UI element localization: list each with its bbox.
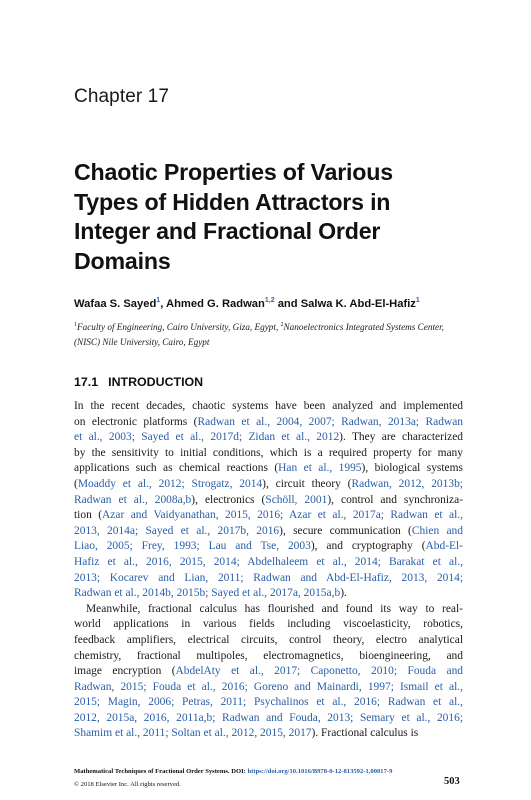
citation-link[interactable]: Han et al., 1995 <box>278 462 362 475</box>
citation-link[interactable]: Radwan et al., 2014b, 2015b; Sayed et al., 2017a, 2015a,b <box>74 587 341 600</box>
body-line <box>74 649 463 665</box>
author-affiliation-mark[interactable]: 1,2 <box>264 297 275 304</box>
affiliation-mark: 2 <box>280 322 284 328</box>
author-affiliation-mark[interactable]: 1 <box>156 297 161 304</box>
citation-link[interactable]: Schöll, 2001 <box>265 493 328 506</box>
body-line <box>74 399 463 415</box>
body-text-segment: Meanwhile, fractional calculus has flourished and found its way to real- <box>86 602 463 615</box>
citation-link[interactable]: 2013, 2014a; Sayed et al., 2017b, 2016 <box>74 524 280 537</box>
citation-link[interactable]: Radwan et al., 2008a,b <box>74 493 192 506</box>
author-separator: , <box>160 298 167 310</box>
section-heading <box>74 375 203 389</box>
footer-citation <box>74 768 392 775</box>
chapter-title-line: Chaotic Properties of Various <box>74 159 393 185</box>
body-text-segment: ). They are characterized <box>339 431 463 444</box>
body-text-segment: ), and cryptography ( <box>310 540 426 553</box>
section-title: INTRODUCTION <box>108 375 204 389</box>
body-line <box>74 633 463 649</box>
body-line <box>74 555 463 571</box>
chapter-label: Chapter 17 <box>74 86 170 107</box>
body-line <box>74 508 463 524</box>
body-line <box>74 477 463 493</box>
body-text-segment: tion ( <box>74 509 103 522</box>
author-name: Ahmed G. Radwan <box>166 298 265 310</box>
citation-link[interactable]: Moaddy et al., 2012; Strogatz, 2014 <box>77 477 263 490</box>
author-name: Wafaa S. Sayed <box>74 298 157 310</box>
body-line <box>74 493 463 509</box>
body-text-segment: ), control and synchroniza- <box>327 493 463 506</box>
body-text-segment: ( <box>74 477 78 490</box>
body-text-segment: ). <box>340 587 347 600</box>
affiliation-mark: 1 <box>74 322 77 328</box>
body-line <box>74 617 463 633</box>
citation-link[interactable]: Radwan, 2015; Fouda et al., 2016; Goreno and Mainardi, 1997; Ismail et al., <box>74 680 463 693</box>
body-text-segment: world applications in various fields including viscoelasticity, robotics, <box>74 618 463 631</box>
citation-link[interactable]: Shamim et al., 2011; Soltan et al., 2012, 2015, 2017 <box>74 727 312 740</box>
body-line <box>74 539 463 555</box>
body-line <box>74 461 463 477</box>
body-text-segment: applications such as chemical reactions ( <box>74 462 279 475</box>
author-separator: and <box>274 298 301 310</box>
body-text-segment: by the sensitivity to initial conditions, which is a required property for many <box>74 446 463 459</box>
body-text-segment: feedback amplifiers, electrical circuits, control theory, electro analytical <box>74 633 463 646</box>
author-affiliation-mark[interactable]: 1 <box>415 297 420 304</box>
body-line <box>74 415 463 431</box>
body-line <box>74 430 463 446</box>
body-line <box>74 586 463 602</box>
affiliation-text: Faculty of Engineering, Cairo University, Giza, Egypt, <box>77 322 281 332</box>
citation-link[interactable]: 2012, 2015a, 2016, 2011a,b; Radwan and Fouda, 2013; Semary et al., 2016; <box>74 711 463 724</box>
body-line <box>74 446 463 462</box>
citation-link[interactable]: Radwan et al., 2004, 2007; Radwan, 2013a; Radwan <box>197 415 463 428</box>
chapter-title-line: Integer and Fractional Order <box>74 218 381 244</box>
body-text-segment: In the recent decades, chaotic systems have been analyzed and implemented <box>74 400 463 412</box>
body-line <box>74 602 463 618</box>
body-text <box>74 399 463 742</box>
author-list <box>74 297 420 310</box>
body-text-segment: image encryption ( <box>74 665 176 678</box>
chapter-title <box>74 158 474 276</box>
citation-link[interactable]: Azar and Vaidyanathan, 2015, 2016; Azar et al., 2017a; Radwan et al., <box>102 509 463 522</box>
chapter-title-line: Domains <box>74 247 171 274</box>
body-line <box>74 711 463 727</box>
citation-link[interactable]: Abd-El- <box>425 540 463 553</box>
body-text-segment: ), secure communication ( <box>279 524 412 537</box>
citation-link[interactable]: Liao, 2005; Frey, 1993; Lau and Tse, 2003 <box>74 540 311 553</box>
body-text-segment: on electronic platforms ( <box>74 415 198 428</box>
body-line <box>74 680 463 696</box>
citation-link[interactable]: AbdelAty et al., 2017; Caponetto, 2010; Fouda and <box>175 665 463 678</box>
body-text-segment: chemistry, fractional multipoles, electromagnetics, bioengineering, and <box>74 649 463 662</box>
body-line <box>74 524 463 540</box>
citation-link[interactable]: Radwan, 2012, 2013b; <box>351 477 463 490</box>
citation-link[interactable]: Chien and <box>411 524 463 537</box>
body-text-segment: ), biological systems <box>361 462 463 475</box>
affiliation-text: Nanoelectronics Integrated Systems Center, (NISC) Nile University, Cairo, Egypt <box>74 322 444 347</box>
citation-link[interactable]: 2013; Kocarev and Lian, 2011; Radwan and Abd-El-Hafiz, 2013, 2014; <box>74 571 463 584</box>
body-line <box>74 695 463 711</box>
chapter-title-line: Types of Hidden Attractors in <box>74 188 391 215</box>
book-title: Mathematical Techniques of Fractional Order Systems. DOI: <box>74 768 248 775</box>
citation-link[interactable]: et al., 2003; Sayed et al., 2017d; Zidan et al., 2012 <box>74 431 340 444</box>
citation-link[interactable]: 2015; Magin, 2006; Petras, 2011; Psychalinos et al., 2016; Radwan et al., <box>74 696 463 709</box>
body-text-segment: ), electronics ( <box>191 493 266 506</box>
section-number: 17.1 <box>74 375 99 389</box>
affiliation <box>74 318 469 349</box>
body-text-segment: ), circuit theory ( <box>262 477 352 490</box>
body-line <box>74 664 463 680</box>
body-line <box>74 571 463 587</box>
citation-link[interactable]: Hafiz et al., 2016, 2015, 2014; Abdelhaleem et al., 2014; Barakat et al., <box>74 555 463 568</box>
author-name: Salwa K. Abd-El-Hafiz <box>300 298 416 310</box>
doi-link[interactable]: https://doi.org/10.1016/B978-0-12-813592-1.00017-9 <box>247 768 393 775</box>
copyright-notice: © 2018 Elsevier Inc. All rights reserved. <box>74 781 181 788</box>
body-text-segment: ). Fractional calculus is <box>311 727 419 740</box>
body-line <box>74 726 463 742</box>
page-number: 503 <box>444 776 460 787</box>
